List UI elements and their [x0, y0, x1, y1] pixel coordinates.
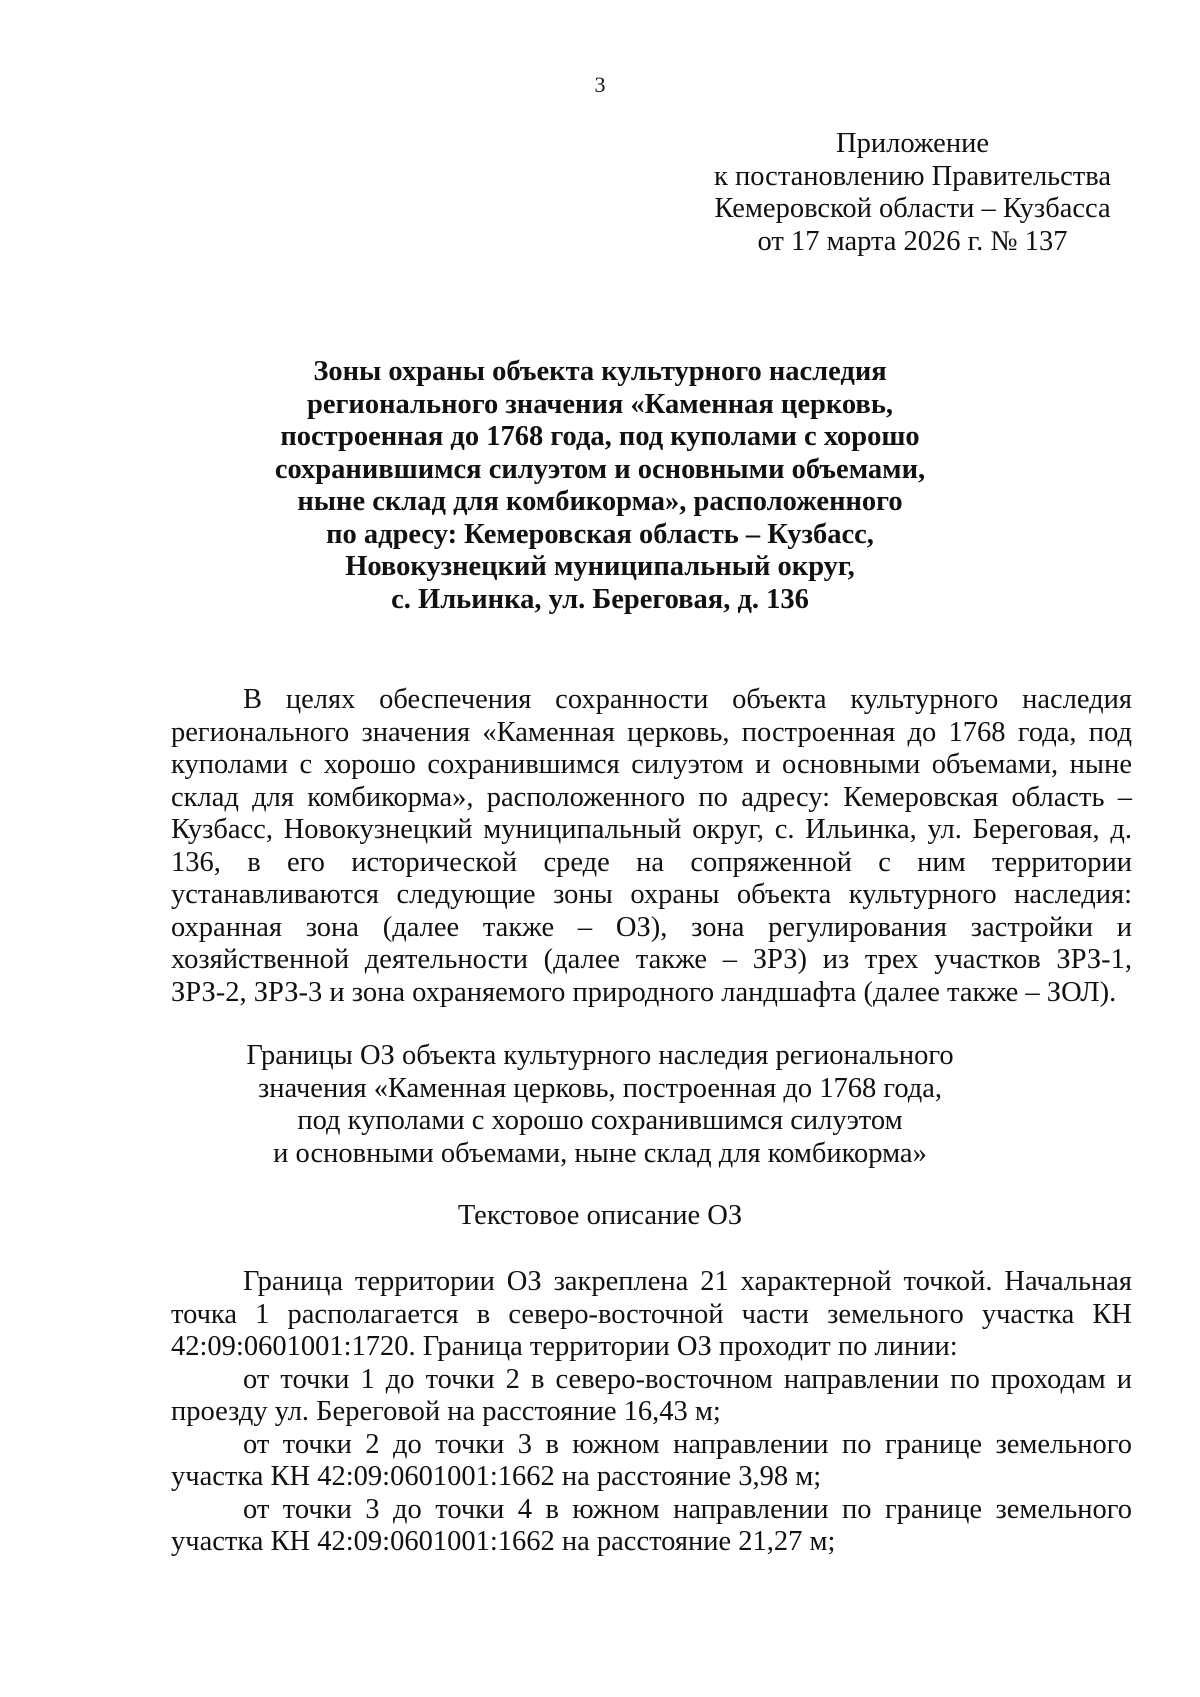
description-section — [171, 1266, 1132, 1559]
appendix-line: от 17 марта 2026 г. № 137 — [757, 225, 1068, 257]
appendix-block — [700, 128, 1125, 258]
description-paragraph: от точки 3 до точки 4 в южном направлении по границе земельного участка КН 42:09:0601001:1662 на расстояние 21,27 м; — [171, 1493, 1132, 1557]
boundaries-heading-line: значения «Каменная церковь, построенная до 1768 года, — [257, 1072, 943, 1104]
description-paragraph: от точки 2 до точки 3 в южном направлении по границе земельного участка КН 42:09:0601001:1662 на расстояние 3,98 м; — [171, 1428, 1132, 1492]
title-line: по адресу: Кемеровская область – Кузбасс, — [326, 518, 874, 550]
boundaries-heading-line: и основными объемами, ныне склад для комбикорма» — [273, 1137, 927, 1169]
title-line: с. Ильинка, ул. Береговая, д. 136 — [391, 583, 809, 615]
description-paragraph: Граница территории ОЗ закреплена 21 характерной точкой. Начальная точка 1 располагается в северо-восточной части земельного участка КН 42:09:0601001:1720. Граница территории ОЗ проходит по линии: — [171, 1266, 1132, 1362]
title-line: регионального значения «Каменная церковь, — [306, 388, 894, 420]
description-paragraph: от точки 1 до точки 2 в северо-восточном направлении по проходам и проезду ул. Береговой на расстояние 16,43 м; — [171, 1363, 1132, 1427]
intro-paragraph: В целях обеспечения сохранности объекта культурного наследия регионального значения «Каменная церковь, построенная до 1768 года, под куполами с хорошо сохранившимся силуэтом и основными объемами, ныне склад для комбикорма», расположенного по адресу: Кемеровская область – Кузбасс, Новокузнецкий муниципальный округ, с. Ильинка, ул. Береговая, д. 136, в его исторической среде на сопряженной с ним территории устанавливаются следующие зоны охраны объекта культурного наследия: охранная зона (далее также – ОЗ), зона регулирования застройки и хозяйственной деятельности (далее также – ЗРЗ) из трех участков ЗРЗ-1, ЗРЗ-2, ЗРЗ-3 и зона охраняемого природного ландшафта (далее также – ЗОЛ). — [171, 684, 1132, 1008]
title-line: построенная до 1768 года, под куполами с хорошо — [280, 421, 920, 452]
boundaries-heading — [170, 1040, 1030, 1170]
description-heading: Текстовое описание ОЗ — [457, 1200, 743, 1231]
title-line: сохранившимся силуэтом и основными объемами, — [274, 453, 926, 485]
title-line: ныне склад для комбикорма», расположенного — [297, 486, 903, 517]
appendix-line: Кемеровской области – Кузбасса — [714, 193, 1111, 224]
appendix-line: Приложение — [836, 128, 989, 159]
boundaries-heading-line: Границы ОЗ объекта культурного наследия регионального — [246, 1040, 954, 1071]
title-line: Зоны охраны объекта культурного наследия — [313, 356, 887, 387]
title-line: Новокузнецкий муниципальный округ, — [345, 551, 855, 582]
boundaries-heading-line: под куполами с хорошо сохранившимся силуэтом — [297, 1105, 903, 1136]
appendix-line: к постановлению Правительства — [713, 160, 1111, 192]
document-title — [170, 356, 1030, 616]
page-number: 3 — [594, 72, 606, 97]
